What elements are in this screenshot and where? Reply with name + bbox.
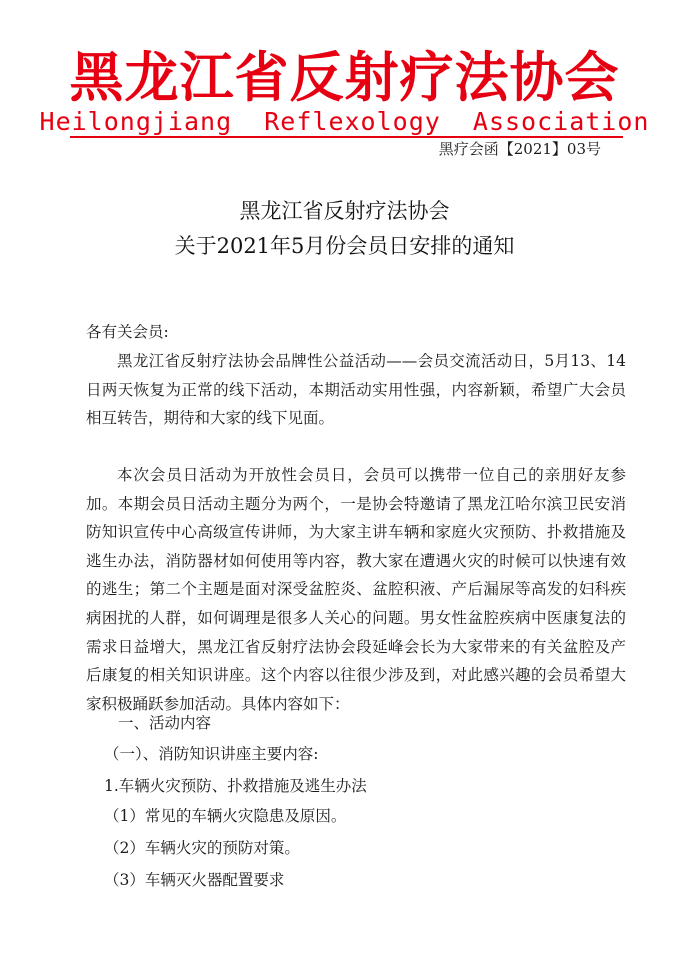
body-paragraph-1: 黑龙江省反射疗法协会品牌性公益活动——会员交流活动日，5月13、14日两天恢复为正常的线下活动，本期活动实用性强，内容新颖，希望广大会员相互转告，期待和大家的线下见面。 xyxy=(86,352,626,428)
subsection-heading: （一）、消防知识讲座主要内容: xyxy=(104,745,319,763)
list-item: （2）车辆火灾的预防对策。 xyxy=(104,839,300,857)
notice-title-line-2: 关于2021年5月份会员日安排的通知 xyxy=(174,234,515,258)
list-item: 1.车辆火灾预防、扑救措施及逃生办法 xyxy=(104,777,367,795)
notice-title-line-1: 黑龙江省反射疗法协会 xyxy=(239,199,450,223)
list-item: （3）车辆灭火器配置要求 xyxy=(104,871,285,889)
section-heading: 一、活动内容 xyxy=(118,714,212,732)
list-item: （1）常见的车辆火灾隐患及原因。 xyxy=(104,807,347,825)
document-number: 黑疗会函【2021】03号 xyxy=(438,140,601,158)
body-paragraph-2: 本次会员日活动为开放性会员日，会员可以携带一位自己的亲朋好友参加。本期会员日活动主题分为两个，一是协会特邀请了黑龙江哈尔滨卫民安消防知识宣传中心高级宣传讲师，为大家主讲车辆和家庭火灾预防、扑救措施及逃生办法，消防器材如何使用等内容，教大家在遭遇火灾的时候可以快速有效的逃生；第二个主题是面对深受盆腔炎、盆腔积液、产后漏尿等高发的妇科疾病困扰的人群，如何调理是很多人关心的问题。男女性盆腔疾病中医康复法的需求日益增大，黑龙江省反射疗法协会段延峰会长为大家带来的有关盆腔及产后康复的相关知识讲座。这个内容以往很少涉及到，对此感兴趣的会员希望大家积极踊跃参加活动。具体内容如下： xyxy=(86,466,626,713)
letterhead-org-name-en: Heilongjiang Reflexology Association xyxy=(39,107,650,136)
letterhead-org-name-cn: 黑龙江省反射疗法协会 xyxy=(69,46,620,109)
salutation: 各有关会员: xyxy=(86,323,169,341)
